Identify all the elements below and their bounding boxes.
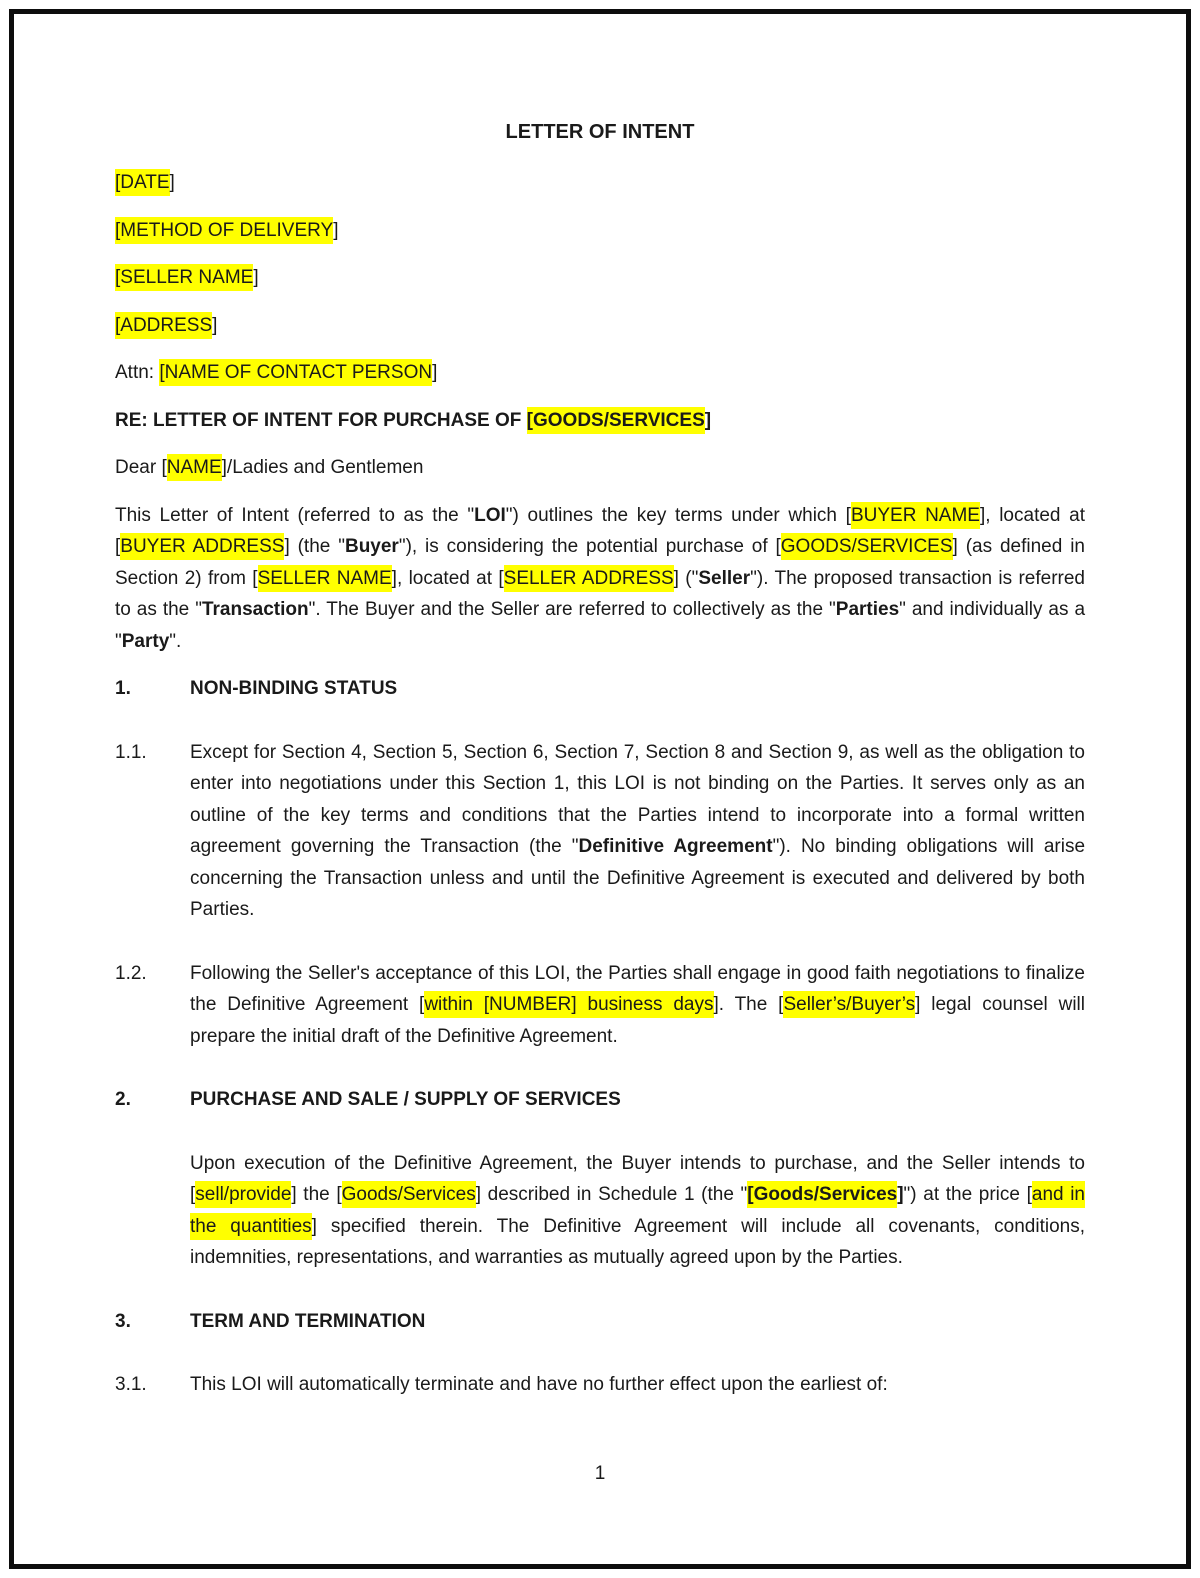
section-3-title: TERM AND TERMINATION [190, 1310, 426, 1332]
address-line: [ADDRESS] [115, 310, 1085, 342]
clause-1-1-text: Except for Section 4, Section 5, Section 6, Section 7, Section 8 and Section 9, as well as the obligation to enter into negotiations under this Section 1, this LOI is not binding on the Parties. It serves only as an outline of the key terms and conditions that the Parties intend to incorporate into a formal written agreement governing the Transaction (the "Definitive Agreement"). No binding obligations will arise concerning the Transaction unless and until the Definitive Agreement is executed and delivered by both Parties. [190, 741, 1086, 920]
clause-1-2-text: Following the Seller's acceptance of this LOI, the Parties shall engage in good faith negotiations to finalize the Definitive Agreement [within [NUMBER] business days]. The [Seller’s/Buyer’s] legal counsel will prepare the initial draft of the Definitive Agreement. [190, 962, 1085, 1047]
clause-1-1-number: 1.1. [115, 741, 147, 763]
document-title: LETTER OF INTENT [505, 121, 695, 143]
date-line: [DATE] [115, 167, 1085, 199]
section-3-heading [115, 1306, 1085, 1338]
section-2-title: PURCHASE AND SALE / SUPPLY OF SERVICES [190, 1089, 621, 1110]
subject-line: RE: LETTER OF INTENT FOR PURCHASE OF [GOODS/SERVICES] [115, 405, 1085, 437]
page-number: 1 [594, 1463, 606, 1484]
clause-1-1 [115, 737, 1085, 926]
section-2-heading [115, 1084, 1085, 1116]
section-2-number: 2. [115, 1089, 131, 1110]
section-2-paragraph-text: Upon execution of the Definitive Agreement, the Buyer intends to purchase, and the Seller intends to [sell/provide] the [Goods/Services] described in Schedule 1 (the "[Goods/Services]") at the price [and in the quantities] specified therein. The Definitive Agreement will include all covenants, conditions, indemnities, representations, and warranties as mutually agreed upon by the Parties. [190, 1152, 1085, 1268]
seller-name-line: [SELLER NAME] [115, 262, 1085, 294]
section-1-title: NON-BINDING STATUS [190, 678, 398, 699]
document-frame [9, 9, 1191, 1569]
section-1-number: 1. [115, 678, 131, 699]
delivery-method-line: [METHOD OF DELIVERY] [115, 215, 1085, 247]
section-1-heading [115, 673, 1085, 705]
attention-line: Attn: [NAME OF CONTACT PERSON] [115, 357, 1085, 389]
intro-paragraph: This Letter of Intent (referred to as the "LOI") outlines the key terms under which [BUYER NAME], located at [BUYER ADDRESS] (the "Buyer"), is considering the potential purchase of [GOODS/SERVICES] (as defined in Section 2) from [SELLER NAME], located at [SELLER ADDRESS] ("Seller"). The proposed transaction is referred to as the "Transaction". The Buyer and the Seller are referred to collectively as the "Parties" and individually as a "Party". [115, 500, 1085, 658]
clause-3-1-text: This LOI will automatically terminate and have no further effect upon the earliest of: [190, 1374, 888, 1395]
section-3-number: 3. [115, 1310, 131, 1332]
salutation: Dear [NAME]/Ladies and Gentlemen [115, 452, 1085, 484]
section-2-paragraph [115, 1148, 1085, 1274]
clause-3-1-number: 3.1. [115, 1374, 147, 1395]
clause-1-2 [115, 958, 1085, 1053]
clause-1-2-number: 1.2. [115, 962, 147, 984]
clause-3-1 [115, 1369, 1085, 1401]
